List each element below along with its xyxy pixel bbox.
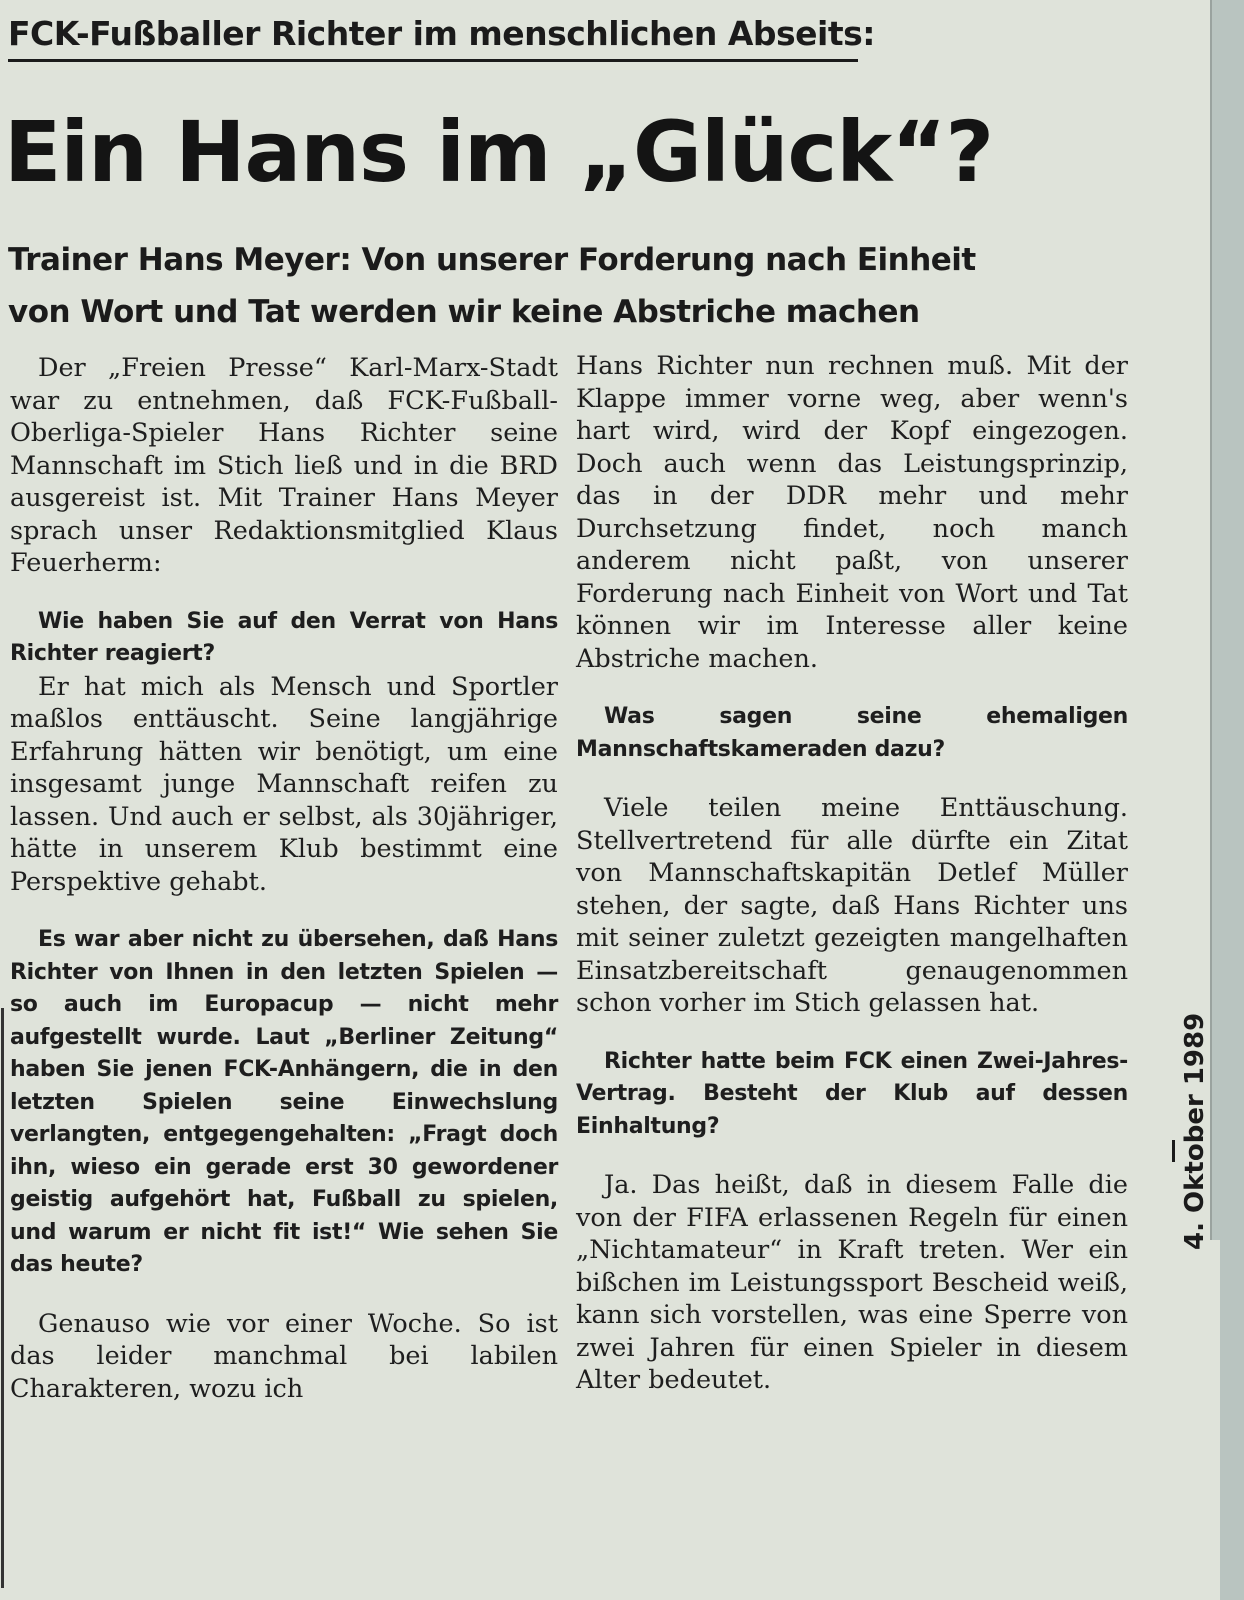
question-2: Es war aber nicht zu übersehen, daß Hans Richter von Ihnen in den letzten Spielen — so auch im Europacup — nicht mehr aufgestellt wurde. Laut „Berliner Zeitung“ haben Sie jenen FCK-Anhängern, die in den letzten Spielen seine Einwechslung verlangten, entgegengehalten: „Fragt doch ihn, wieso ein gerade erst 30 gewordener geistig aufgehört hat, Fußball zu spielen, und warum er nicht fit ist!“ Wie sehen Sie das heute?	[10, 927, 558, 1277]
subheadline	[8, 234, 1058, 338]
answer-2-continued: Hans Richter nun rechnen muß. Mit der Klappe immer vorne weg, aber wenn's hart wird, wird der Kopf eingezogen. Doch auch wenn das Leistungsprinzip, das in der DDR mehr und mehr Durchsetzung findet, noch manch anderem nicht paßt, von unserer Forderung nach Einheit von Wort und Tat können wir im Interesse aller keine Abstriche machen.	[576, 351, 1128, 674]
clipping-edge	[1160, 1240, 1220, 1600]
question-3: Was sagen seine ehemaligen Mannschaftskameraden dazu?	[576, 704, 1128, 762]
headline: Ein Hans im „Glück“?	[4, 103, 994, 201]
kicker-line: FCK-Fußballer Richter im menschlichen Abseits:	[8, 14, 858, 62]
intro-paragraph: Der „Freien Presse“ Karl-Marx-Stadt war zu entnehmen, daß FCK-Fußball-Oberliga-Spieler Hans Richter seine Mannschaft im Stich ließ und in die BRD ausgereist ist. Mit Trainer Hans Meyer sprach unser Redaktionsmitglied Klaus Feuerherm:	[10, 353, 558, 578]
question-4: Richter hatte beim FCK einen Zwei-Jahres-Vertrag. Besteht der Klub auf dessen Einhaltung?	[576, 1048, 1128, 1139]
margin-tick	[1172, 1140, 1175, 1162]
answer-3: Viele teilen meine Enttäuschung. Stellvertretend für alle dürfte ein Zitat von Mannschaftskapitän Detlef Müller stehen, der sagte, daß Hans Richter uns mit seiner zuletzt gezeigten mangelhaften Einsatzbereitschaft genaugenommen schon vorher im Stich gelassen hat.	[576, 793, 1128, 1018]
answer-4: Ja. Das heißt, daß in diesem Falle die von der FIFA erlassenen Regeln für einen „Nichtamateur“ in Kraft treten. Wer ein bißchen im Leistungssport Bescheid weiß, kann sich vorstellen, was eine Sperre von zwei Jahren für einen Spieler in diesem Alter bedeutet.	[576, 1170, 1128, 1395]
answer-1: Er hat mich als Mensch und Sportler maßlos enttäuscht. Seine langjährige Erfahrung hätten wir benötigt, um eine insgesamt junge Mannschaft reifen zu lassen. Und auch er selbst, als 30jähriger, hätte in unserem Klub bestimmt eine Perspektive gehabt.	[10, 671, 558, 897]
subheadline-line-2: von Wort und Tat werden wir keine Abstriche machen	[8, 294, 920, 330]
article-column-right	[576, 350, 1128, 1397]
publication-date: 4. Oktober 1989	[1180, 1012, 1210, 1250]
answer-2: Genauso wie vor einer Woche. So ist das leider manchmal bei labilen Charakteren, wozu ich	[10, 1308, 558, 1404]
article-column-left	[10, 352, 558, 1405]
margin-rule	[1, 1008, 4, 1588]
subheadline-line-1: Trainer Hans Meyer: Von unserer Forderung nach Einheit	[8, 242, 976, 278]
question-1: Wie haben Sie auf den Verrat von Hans Richter reagiert?	[10, 608, 558, 666]
